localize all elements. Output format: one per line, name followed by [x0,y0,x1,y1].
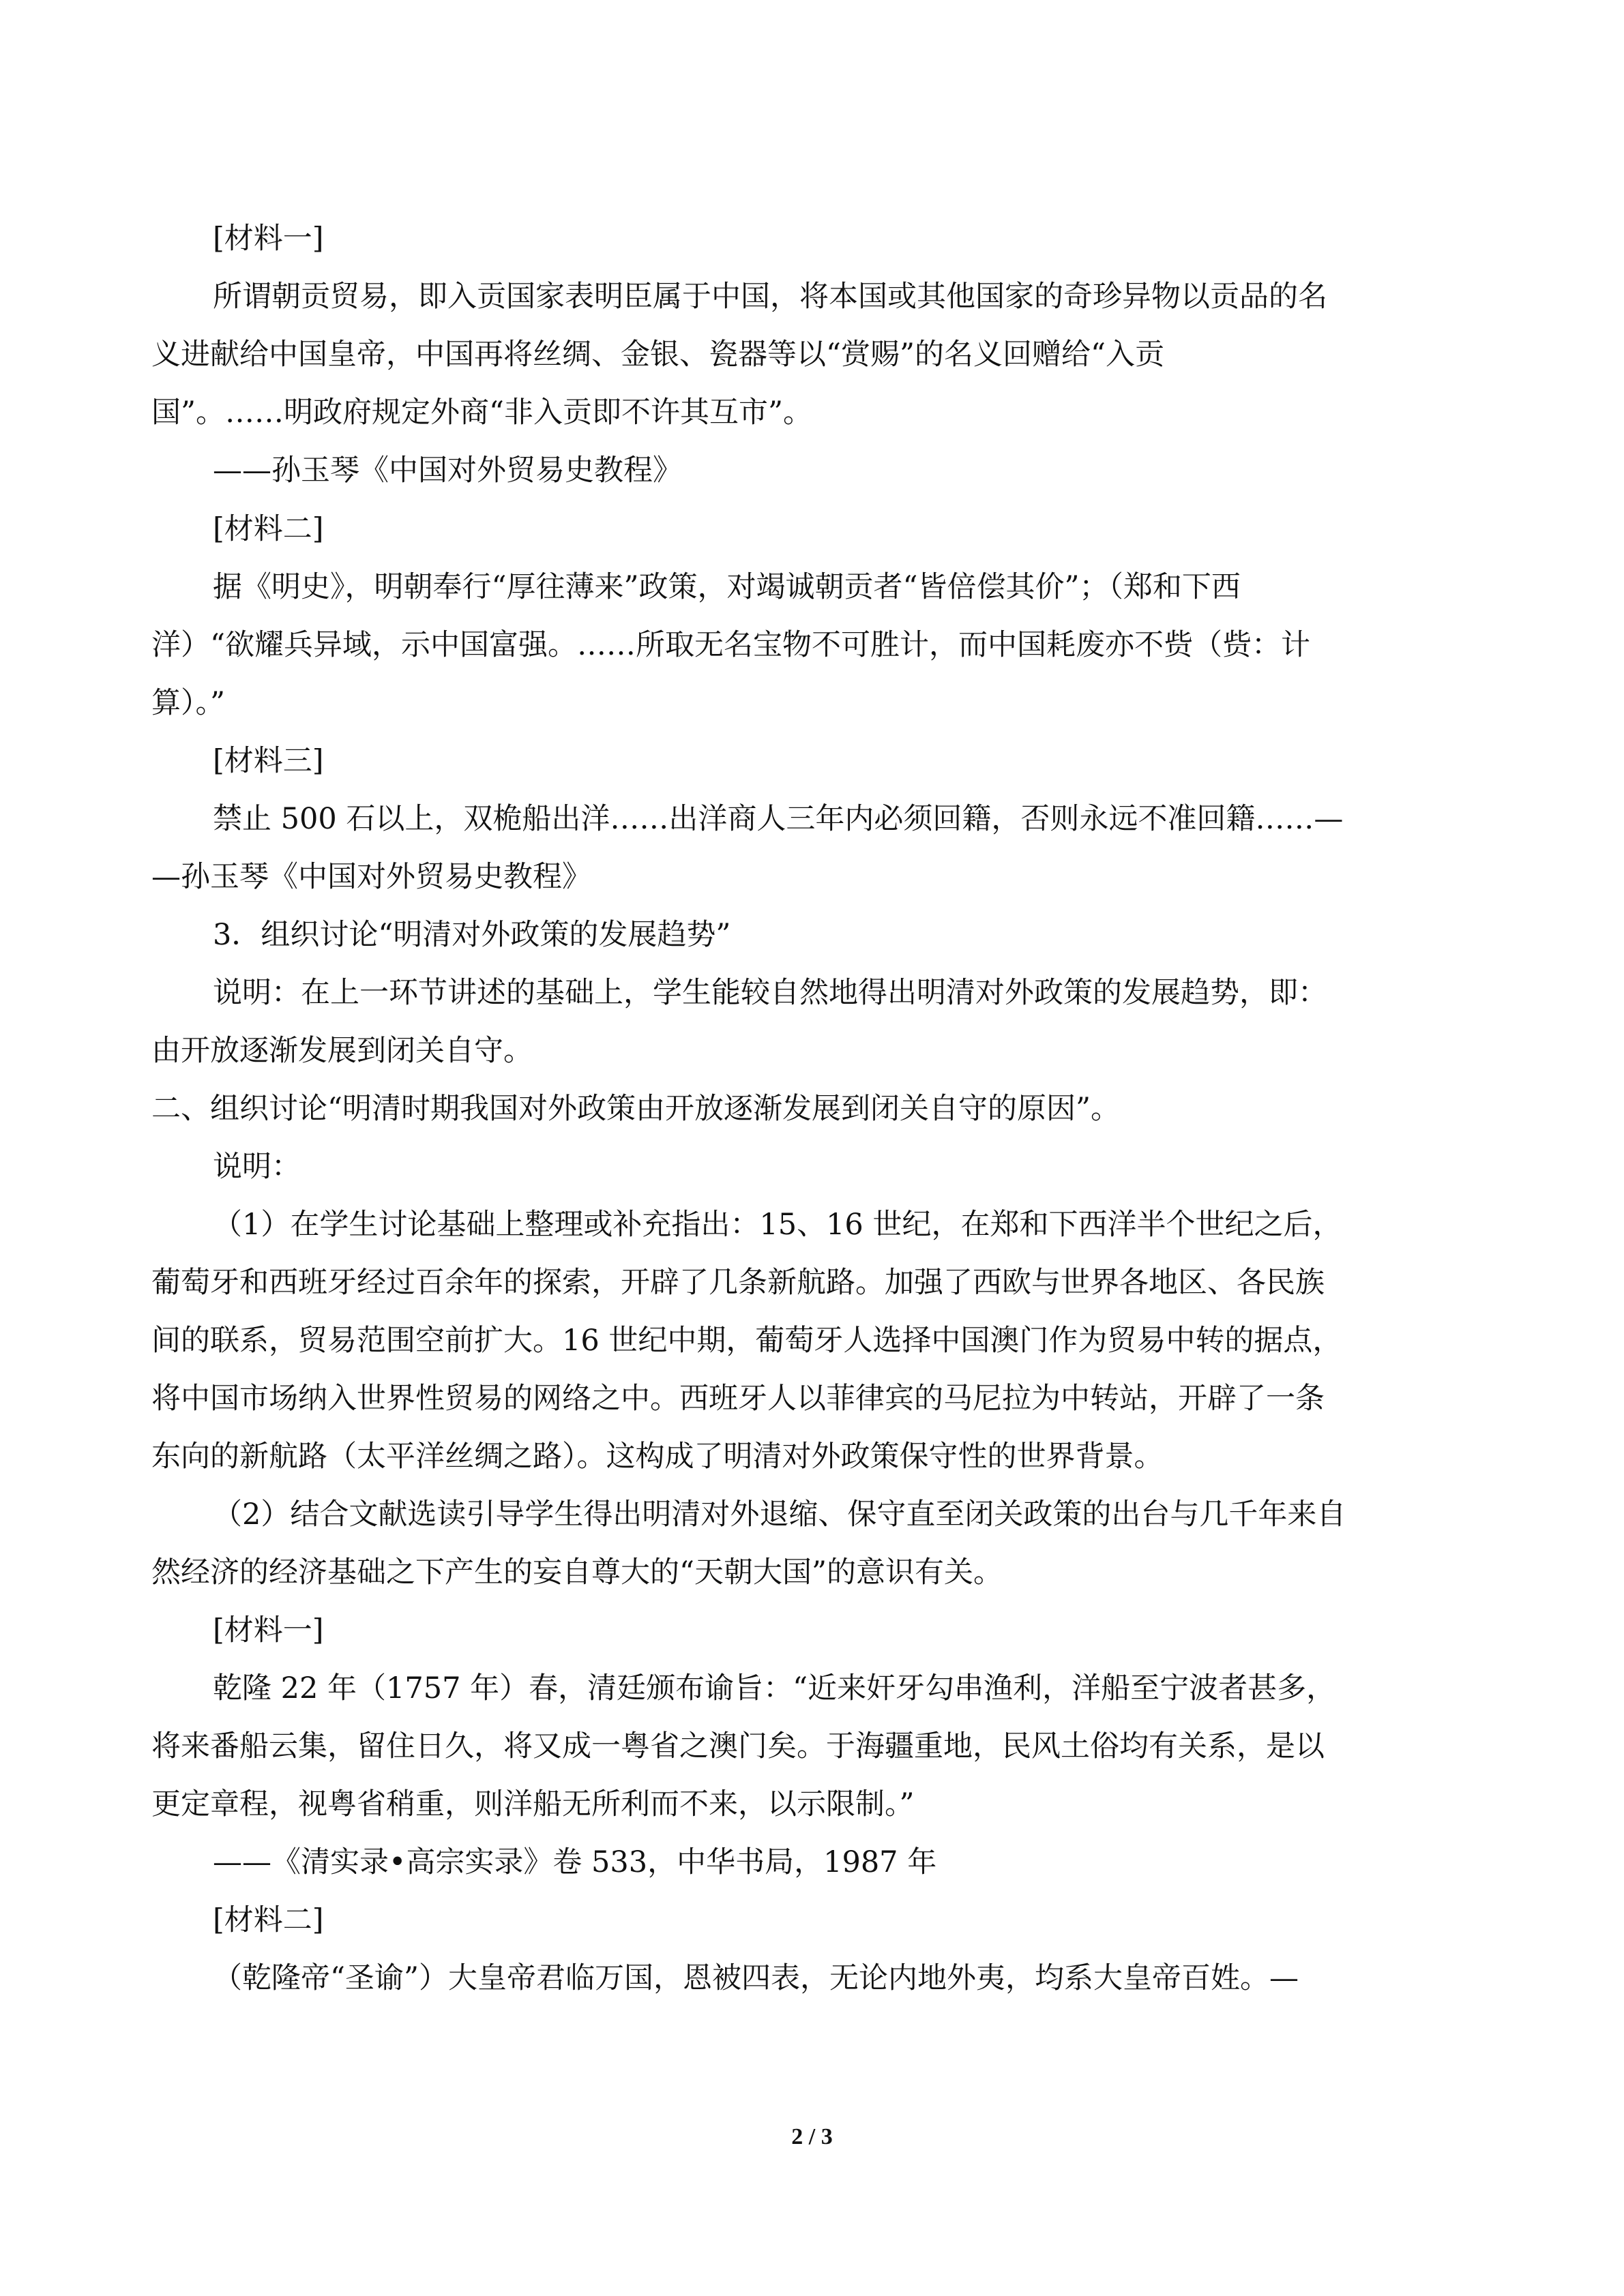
text-line: 东向的新航路（太平洋丝绸之路）。这构成了明清对外政策保守性的世界背景。 [151,1440,1164,1474]
text-line: 说明：在上一环节讲述的基础上，学生能较自然地得出明清对外政策的发展趋势，即： [213,976,1327,1010]
text-line: 所谓朝贡贸易，即入贡国家表明臣属于中国，将本国或其他国家的奇珍异物以贡品的名 [213,280,1327,314]
text-line: 说明： [213,1150,301,1184]
text-line: [材料一] [213,222,324,256]
text-line: —孙玉琴《中国对外贸易史教程》 [151,860,591,894]
text-line: （乾隆帝“圣谕”）大皇帝君临万国，恩被四表，无论内地外夷，均系大皇帝百姓。— [213,1961,1299,1995]
text-line: （1）在学生讨论基础上整理或补充指出：15、16 世纪，在郑和下西洋半个世纪之后， [213,1208,1342,1242]
text-line: 乾隆 22 年（1757 年）春，清廷颁布谕旨：“近来奸牙勾串渔利，洋船至宁波者甚多， [213,1671,1336,1705]
text-line: （2）结合文献选读引导学生得出明清对外退缩、保守直至闭关政策的出台与几千年来自 [213,1497,1346,1532]
text-line: 据《明史》，明朝奉行“厚往薄来”政策，对竭诚朝贡者“皆倍偿其价”；（郑和下西 [213,570,1241,604]
text-line: 洋）“欲耀兵异域，示中国富强。……所取无名宝物不可胜计，而中国耗废亦不赀（赀：计 [151,628,1310,662]
text-line: 葡萄牙和西班牙经过百余年的探索，开辟了几条新航路。加强了西欧与世界各地区、各民族 [151,1266,1325,1300]
text-line: [材料一] [213,1613,324,1648]
page-number: 2 / 3 [791,2124,833,2149]
text-line: 国”。……明政府规定外商“非入贡即不许其互市”。 [151,396,812,430]
text-line: 将中国市场纳入世界性贸易的网络之中。西班牙人以菲律宾的马尼拉为中转站，开辟了一条 [151,1382,1325,1416]
text-line: 算）。” [151,686,225,720]
text-line: 更定章程，视粤省稍重，则洋船无所利而不来，以示限制。” [151,1787,915,1821]
text-line: 然经济的经济基础之下产生的妄自尊大的“天朝大国”的意识有关。 [151,1555,1003,1590]
text-line: ——孙玉琴《中国对外贸易史教程》 [213,453,682,488]
text-line: 间的联系，贸易范围空前扩大。16 世纪中期，葡萄牙人选择中国澳门作为贸易中转的据点， [151,1324,1342,1358]
text-line: [材料二] [213,1903,324,1937]
text-line: 禁止 500 石以上，双桅船出洋……出洋商人三年内必须回籍，否则永远不准回籍……— [213,802,1344,836]
text-line: 由开放逐渐发展到闭关自守。 [151,1034,533,1068]
text-line: [材料三] [213,744,324,778]
text-line: 3．组织讨论“明清对外政策的发展趋势” [213,918,731,952]
text-line: 将来番船云集，留住日久，将又成一粤省之澳门矣。于海疆重地，民风土俗均有关系，是以 [151,1729,1325,1763]
text-line: 二、组织讨论“明清时期我国对外政策由开放逐渐发展到闭关自守的原因”。 [151,1092,1120,1126]
text-line: ——《清实录•高宗实录》卷 533，中华书局，1987 年 [213,1845,937,1879]
text-line: 义进献给中国皇帝，中国再将丝绸、金银、瓷器等以“赏赐”的名义回赠给“入贡 [151,338,1164,372]
text-line: [材料二] [213,512,324,546]
